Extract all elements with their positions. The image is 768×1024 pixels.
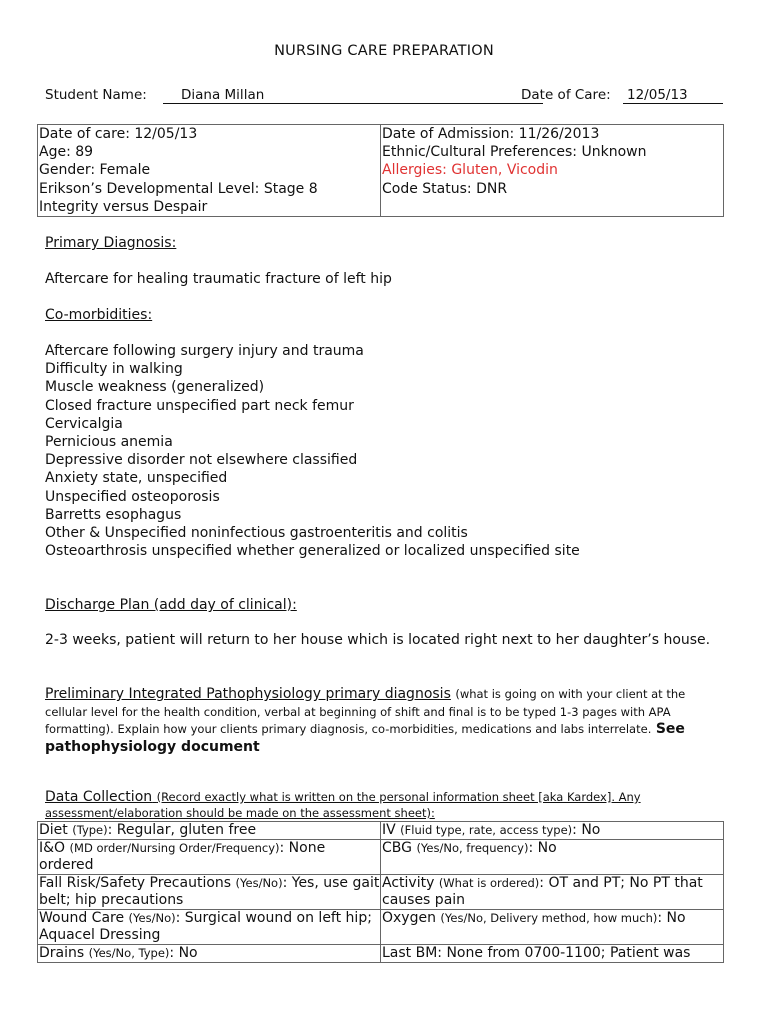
list-item: Barretts esophagus	[45, 506, 182, 523]
cell-label: Wound Care	[39, 910, 125, 926]
info-cultural-preferences: Ethnic/Cultural Preferences: Unknown	[382, 144, 647, 161]
data-collection-table	[37, 821, 724, 963]
pathophysiology-instructions: (what is going on with your client at the cellular level for the health condition, verbal at beginning of shift and final is to be typed 1-3 pages with APA formatting). Explain how your clients primary diagnosis, co-morbidities, medications and labs interrelate.	[45, 687, 686, 736]
table-row	[38, 910, 724, 945]
cell-hint: (Yes/No, Type)	[88, 946, 170, 960]
cell-hint: (Yes/No, frequency)	[416, 841, 529, 855]
cell-hint: (Yes/No)	[128, 911, 176, 925]
pathophysiology-section	[45, 686, 725, 756]
io-cell	[38, 840, 381, 875]
primary-diagnosis-heading	[45, 234, 725, 252]
discharge-plan-heading-text: Discharge Plan (add day of clinical):	[45, 597, 297, 613]
info-age: Age: 89	[39, 144, 94, 161]
table-row	[38, 840, 724, 875]
document-title: NURSING CARE PREPARATION	[274, 43, 494, 59]
list-item: Other & Unspecified noninfectious gastroenteritis and colitis	[45, 525, 468, 542]
cell-value: : None ordered	[39, 840, 326, 873]
cell-value: : None from 0700-1100; Patient was	[437, 945, 691, 961]
cell-hint: (Type)	[72, 823, 108, 837]
info-gender: Gender: Female	[39, 162, 151, 179]
cell-value: : No	[657, 910, 686, 926]
list-item: Osteoarthrosis unspecified whether generalized or localized unspecified site	[45, 543, 580, 560]
table-row	[38, 875, 724, 910]
info-date-of-care: Date of care: 12/05/13	[39, 126, 198, 142]
list-item: Depressive disorder not elsewhere classified	[45, 452, 358, 469]
cell-hint: (Yes/No, Delivery method, how much)	[440, 911, 658, 925]
cell-hint: (MD order/Nursing Order/Frequency)	[69, 841, 280, 855]
table-row	[38, 945, 724, 963]
cell-label: CBG	[382, 840, 412, 856]
data-collection-section	[45, 789, 710, 821]
patient-info-right	[381, 125, 724, 217]
list-item: Cervicalgia	[45, 415, 123, 432]
comorbidities-heading	[45, 306, 725, 324]
student-header	[45, 87, 735, 107]
cell-label: Drains	[39, 945, 85, 961]
cell-value: : OT and PT; No PT that causes pain	[382, 875, 703, 908]
fall-risk-cell	[38, 875, 381, 910]
cell-hint: (Fluid type, rate, access type)	[400, 823, 573, 837]
info-erikson-stage: Integrity versus Despair	[39, 198, 208, 215]
info-allergies: Allergies: Gluten, Vicodin	[382, 162, 558, 179]
cell-value: : Yes, use gait belt; hip precautions	[39, 875, 380, 908]
data-collection-instructions: (Record exactly what is written on the personal information sheet [aka Kardex]. Any assessment/elaboration should be made on the assessment sheet):	[45, 790, 641, 820]
oxygen-cell	[381, 910, 724, 945]
data-collection-heading: Data Collection	[45, 789, 153, 805]
student-name-field: Diana Millan	[163, 87, 543, 104]
cell-hint: (Yes/No)	[235, 876, 283, 890]
wound-care-cell	[38, 910, 381, 945]
cell-label: Diet	[39, 822, 68, 838]
cell-value: : No	[169, 945, 198, 961]
discharge-plan-heading	[45, 596, 725, 614]
list-item: Aftercare following surgery injury and trauma	[45, 343, 364, 359]
info-code-status: Code Status: DNR	[382, 180, 508, 197]
cell-value: : Surgical wound on left hip; Aquacel Dressing	[39, 910, 372, 943]
cell-label: IV	[382, 822, 396, 838]
pathophysiology-heading: Preliminary Integrated Pathophysiology primary diagnosis	[45, 686, 451, 702]
discharge-plan-text: 2-3 weeks, patient will return to her house which is located right next to her daughter’s house.	[45, 632, 711, 648]
comorbidities-heading-text: Co-morbidities:	[45, 307, 153, 323]
cell-label: I&O	[39, 840, 66, 856]
cell-value: : Regular, gluten free	[107, 822, 257, 838]
list-item: Muscle weakness (generalized)	[45, 379, 265, 396]
pathophysiology-note: See pathophysiology document	[45, 721, 685, 755]
patient-info-table	[37, 124, 724, 217]
cell-value: : No	[572, 822, 601, 838]
activity-cell	[381, 875, 724, 910]
comorbidities-list	[45, 342, 725, 560]
primary-diagnosis-text: Aftercare for healing traumatic fracture of left hip	[45, 271, 392, 287]
list-item: Closed fracture unspecified part neck femur	[45, 397, 354, 414]
cbg-cell	[381, 840, 724, 875]
cell-label: Activity	[382, 875, 435, 891]
iv-cell	[381, 822, 724, 840]
list-item: Difficulty in walking	[45, 361, 183, 378]
date-of-care-label: Date of Care:	[521, 87, 611, 103]
info-erikson-level: Erikson’s Developmental Level: Stage 8	[39, 180, 318, 197]
cell-label: Oxygen	[382, 910, 436, 926]
cell-hint: (What is ordered)	[438, 876, 540, 890]
date-of-care-field: 12/05/13	[623, 87, 723, 104]
diet-cell	[38, 822, 381, 840]
list-item: Unspecified osteoporosis	[45, 488, 220, 505]
info-date-of-admission: Date of Admission: 11/26/2013	[382, 126, 600, 142]
cell-value: : No	[528, 840, 557, 856]
primary-diagnosis-heading-text: Primary Diagnosis:	[45, 235, 177, 251]
cell-label: Last BM	[382, 945, 438, 961]
list-item: Anxiety state, unspecified	[45, 470, 228, 487]
cell-label: Fall Risk/Safety Precautions	[39, 875, 232, 891]
last-bm-cell	[381, 945, 724, 963]
table-row	[38, 822, 724, 840]
list-item: Pernicious anemia	[45, 434, 173, 451]
drains-cell	[38, 945, 381, 963]
student-name-label: Student Name:	[45, 87, 147, 103]
patient-info-left	[38, 125, 381, 217]
